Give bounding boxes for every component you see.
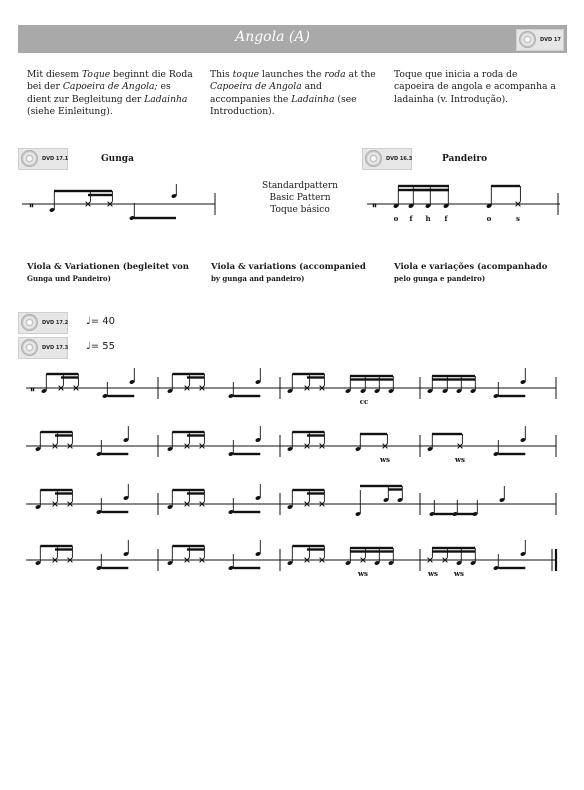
variations-heading-de: Viola & Variationen (begleitet von Gunga und Pandeiro) bbox=[27, 262, 189, 283]
note-beam bbox=[172, 489, 204, 491]
note-beam bbox=[388, 488, 402, 490]
note-beam bbox=[491, 185, 520, 187]
quarter-note-icon: ♩ bbox=[86, 316, 91, 327]
note-beam bbox=[172, 431, 204, 433]
note-beam bbox=[432, 375, 475, 377]
intro-german: Mit diesem Toque beginnt die Roda bei der Capoeira de Angola; es dient zur Begleitung der Ladainha (siehe Einleitung). bbox=[27, 69, 193, 118]
note-beam bbox=[233, 511, 260, 513]
note-beam bbox=[360, 433, 387, 435]
note-beam bbox=[432, 433, 462, 435]
standard-pattern-label: Standardpattern Basic Pattern Toque básico bbox=[262, 181, 338, 215]
note-beam bbox=[434, 513, 477, 515]
note-beam bbox=[172, 373, 204, 375]
note-beam bbox=[292, 545, 324, 547]
note-beam bbox=[55, 434, 72, 436]
note-beam bbox=[307, 548, 324, 550]
note-beam bbox=[292, 489, 324, 491]
note-beam bbox=[292, 373, 324, 375]
variations-heading-en: Viola & variations (accompanied by gunga and pandeiro) bbox=[211, 262, 366, 283]
note-beam bbox=[398, 185, 449, 187]
dvd-badge-tempo-2[interactable]: DVD 17.3 bbox=[18, 337, 68, 359]
pandeiro-syllable: f bbox=[444, 214, 448, 223]
pandeiro-label: Pandeiro bbox=[442, 154, 488, 164]
intro-english: This toque launches the roda at the Capoeira de Angola and accompanies the Ladainha (see Introduction). bbox=[210, 69, 376, 118]
note-beam bbox=[498, 567, 525, 569]
pandeiro-syllable: f bbox=[409, 214, 413, 223]
gunga-label: Gunga bbox=[101, 154, 134, 164]
note-beam bbox=[101, 567, 128, 569]
note-beam bbox=[101, 453, 128, 455]
intro-portuguese: Toque que inicia a roda de capoeira de angola e acompanha a ladainha (v. Introdução). bbox=[394, 69, 556, 105]
percussion-clef: 𝄥 bbox=[30, 201, 33, 212]
note-beam bbox=[187, 548, 204, 550]
pandeiro-syllable: o bbox=[486, 214, 492, 223]
variations-heading-pt: Viola e variações (acompanhado pelo gunga e pandeiro) bbox=[394, 262, 548, 283]
tempo-marking-2: ♩= 55 bbox=[86, 341, 116, 352]
annotation-ws: ws bbox=[454, 569, 464, 578]
note-beam bbox=[40, 489, 72, 491]
annotation-ws: ws bbox=[358, 569, 368, 578]
dvd-badge-gunga[interactable]: DVD 17.1 bbox=[18, 148, 68, 170]
note-beam bbox=[107, 395, 134, 397]
note-beam bbox=[350, 378, 393, 380]
percussion-clef: 𝄥 bbox=[31, 385, 34, 396]
note-beam bbox=[134, 217, 176, 219]
note-beam bbox=[187, 376, 204, 378]
note-beam bbox=[498, 395, 525, 397]
note-beam bbox=[360, 485, 402, 487]
note-beam bbox=[432, 547, 475, 549]
dvd-badge-tempo-1[interactable]: DVD 17.2 bbox=[18, 312, 68, 334]
dvd-badge-header[interactable]: DVD 17 bbox=[516, 29, 564, 51]
note-beam bbox=[233, 567, 260, 569]
note-beam bbox=[187, 492, 204, 494]
note-beam bbox=[187, 434, 204, 436]
annotation-ws: ws bbox=[380, 455, 390, 464]
note-beam bbox=[46, 373, 78, 375]
note-beam bbox=[414, 189, 449, 191]
note-beam bbox=[307, 434, 324, 436]
note-beam bbox=[233, 395, 260, 397]
pandeiro-syllable: s bbox=[516, 214, 520, 223]
note-beam bbox=[88, 194, 112, 196]
pandeiro-syllable: o bbox=[393, 214, 399, 223]
note-beam bbox=[292, 431, 324, 433]
note-beam bbox=[307, 492, 324, 494]
note-beam bbox=[55, 492, 72, 494]
note-beam bbox=[54, 190, 112, 192]
note-beam bbox=[498, 453, 525, 455]
note-beam bbox=[55, 548, 72, 550]
note-beam bbox=[172, 545, 204, 547]
note-beam bbox=[432, 550, 475, 552]
note-beam bbox=[61, 376, 78, 378]
note-beam bbox=[432, 378, 475, 380]
percussion-clef: 𝄥 bbox=[373, 201, 376, 212]
note-beam bbox=[307, 376, 324, 378]
dvd-badge-pandeiro[interactable]: DVD 16.3 bbox=[362, 148, 412, 170]
note-beam bbox=[40, 431, 72, 433]
quarter-note-icon: ♩ bbox=[86, 341, 91, 352]
note-beam bbox=[350, 375, 393, 377]
note-beam bbox=[101, 511, 128, 513]
note-beam bbox=[350, 550, 393, 552]
note-beam bbox=[233, 453, 260, 455]
annotation-ws: ws bbox=[428, 569, 438, 578]
page-title: Angola (A) bbox=[235, 29, 310, 45]
note-beam bbox=[350, 547, 393, 549]
note-beam bbox=[40, 545, 72, 547]
annotation-cc: cc bbox=[359, 397, 369, 406]
pandeiro-syllable: h bbox=[425, 214, 431, 223]
annotation-ws: ws bbox=[455, 455, 465, 464]
tempo-marking-1: ♩= 40 bbox=[86, 316, 116, 327]
